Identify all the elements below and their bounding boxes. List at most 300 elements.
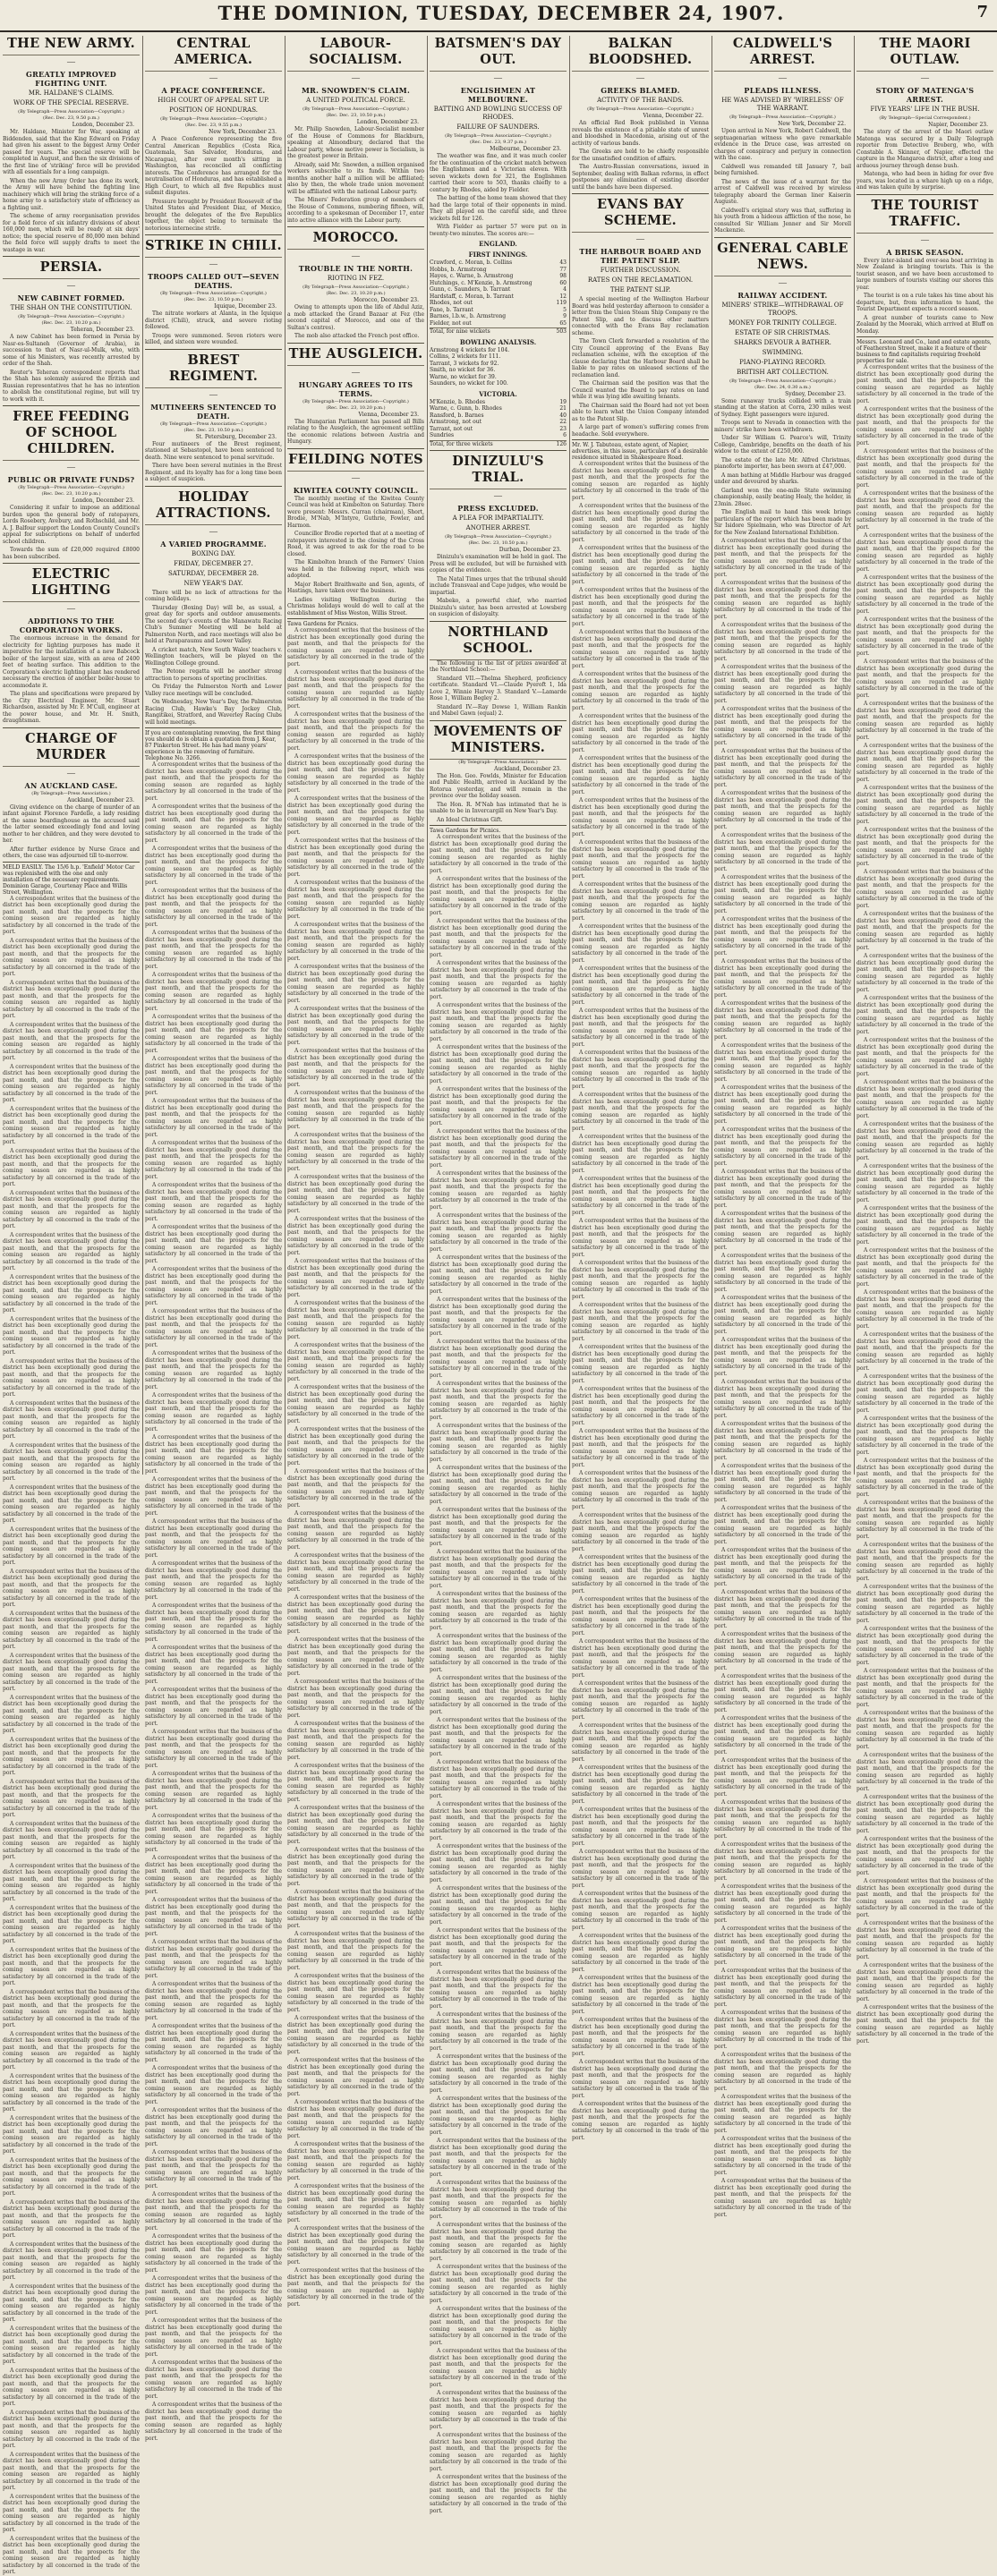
body-text-filler: A correspondent writes that the business of the district has been exceptionally good during the past month, and that the prospects for the coming season are regarded as highly satisfactory by all concerned in the trade of the port.: [430, 1843, 567, 1883]
body-text-filler: A correspondent writes that the business of the district has been exceptionally good during the past month, and that the prospects for the coming season are regarded as highly satisfactory by all concerned in the trade of the port.: [714, 1211, 851, 1251]
article-subhead: STORY OF MATENGA'S ARREST.: [875, 86, 975, 104]
batsman-name: Warne, c. Gunn, b. Rhodes: [430, 405, 502, 412]
batsman-runs: 119: [556, 300, 567, 306]
body-text-filler: A correspondent writes that the business of the district has been exceptionally good during the past month, and that the prospects for the coming season are regarded as highly satisfactory by all concerned in the trade of the port.: [430, 1507, 567, 1547]
article-paragraph: Caldwell's original story was that, suffering in his youth from a hideous affliction of the nose, he consulted Sir William Jenner and Sir Morell Mackenzie.: [714, 207, 851, 234]
batsman-runs: 77: [559, 266, 567, 273]
body-text-filler: A correspondent writes that the business of the district has been exceptionally good during the past month, and that the prospects for the coming season are regarded as highly satisfactory by all concerned in the trade of the port.: [3, 1484, 140, 1524]
article-place: Sydney, December 23.: [785, 390, 846, 397]
body-text-filler: A correspondent writes that the business of the district has been exceptionally good during the past month, and that the prospects for the coming season are regarded as highly satisfactory by all concerned in the trade of the port.: [287, 964, 424, 1004]
article-subhead: MONEY FOR TRINITY COLLEGE.: [729, 319, 837, 327]
body-text-filler: A correspondent writes that the business of the district has been exceptionally good during the past month, and that the prospects for the coming season are regarded as highly satisfactory by all concerned in the trade of the port.: [572, 755, 709, 795]
body-text-filler: A correspondent writes that the business of the district has been exceptionally good during the past month, and that the prospects for the coming season are regarded as highly satisfactory by all concerned in the trade of the port.: [430, 1254, 567, 1295]
body-text-filler: A correspondent writes that the business of the district has been exceptionally good during the past month, and that the prospects for the coming season are regarded as highly satisfactory by all concerned in the trade of the port.: [856, 1163, 993, 1203]
article-headline: MOROCCO.: [287, 230, 424, 250]
scorecard-row: [430, 267, 567, 274]
bowling-line: Saunders, no wicket for 100.: [430, 380, 508, 387]
news-column: [0, 36, 142, 2575]
article-divider: [287, 448, 424, 449]
body-text-filler: A correspondent writes that the business of the district has been exceptionally good during the past month, and that the prospects for the coming season are regarded as highly satisfactory by all concerned in the trade of the port.: [856, 574, 993, 615]
article-subhead: MR. HALDANE'S CLAIMS.: [28, 89, 115, 97]
body-text-filler: A correspondent writes that the business of the district has been exceptionally good during the past month, and that the prospects for the coming season are regarded as highly satisfactory by all concerned in the trade of the port.: [714, 748, 851, 788]
article: [3, 405, 140, 560]
article-subhead: RAILWAY ACCIDENT.: [737, 290, 828, 300]
article-dateline: (Rec. Dec. 23, 10.20 p.m.): [41, 320, 101, 326]
article-subhead: ESTATE OF SIR CHRISTMAS.: [735, 328, 831, 336]
body-text-filler: A correspondent writes that the business of the district has been exceptionally good during the past month, and that the prospects for the coming season are regarded as highly satisfactory by all concerned in the trade of the port.: [572, 1722, 709, 1763]
body-text-filler: A correspondent writes that the business of the district has been exceptionally good during the past month, and that the prospects for the coming season are regarded as highly satisfactory by all concerned in the trade of the port.: [714, 1757, 851, 1798]
article-subhead: THE SHAH ON THE CONSTITUTION.: [10, 304, 132, 311]
article-paragraph: With Fielder as partner 57 were put on in twenty-two minutes. The scores are:—: [430, 224, 567, 237]
body-text-filler: A correspondent writes that the business of the district has been exceptionally good during the past month, and that the prospects for the coming season are regarded as highly satisfactory by all concerned in the trade of the port.: [430, 1591, 567, 1631]
batsman-name: Armstrong, not out: [430, 419, 482, 425]
scorecard-row: [430, 286, 567, 293]
body-text-filler: A correspondent writes that the business of the district has been exceptionally good during the past month, and that the prospects for the coming season are regarded as highly satisfactory by all concerned in the trade of the port.: [430, 1759, 567, 1799]
body-text-filler: A correspondent writes that the business of the district has been exceptionally good during the past month, and that the prospects for the coming season are regarded as highly satisfactory by all concerned in the trade of the port.: [287, 1006, 424, 1046]
body-text-filler: A correspondent writes that the business of the district has been exceptionally good during the past month, and that the prospects for the coming season are regarded as highly satisfactory by all concerned in the trade of the port.: [856, 1752, 993, 1792]
body-text-filler: A correspondent writes that the business of the district has been exceptionally good during the past month, and that the prospects for the coming season are regarded as highly satisfactory by all concerned in the trade of the port.: [572, 1050, 709, 1090]
body-text-filler: A correspondent writes that the business of the district has been exceptionally good during the past month, and that the prospects for the coming season are regarded as highly satisfactory by all concerned in the trade of the port.: [287, 1258, 424, 1298]
body-text-filler: A correspondent writes that the business of the district has been exceptionally good during the past month, and that the prospects for the coming season are regarded as highly satisfactory by all concerned in the trade of the port.: [287, 1426, 424, 1467]
batsman-runs: 40: [559, 412, 567, 419]
body-text-filler: A correspondent writes that the business of the district has been exceptionally good during the past month, and that the prospects for the coming season are regarded as highly satisfactory by all concerned in the trade of the port.: [430, 876, 567, 916]
article: [287, 448, 424, 617]
article-divider: [287, 343, 424, 344]
article-paragraph: Already, said Mr. Snowden, a million organised workers subscribe to its funds. Within two months another half a million will be affiliated; also by then, the whole trade union movement will be affiliated with the national Labour party.: [287, 161, 424, 195]
body-text-filler: A correspondent writes that the business of the district has been exceptionally good during the past month, and that the prospects for the coming season are regarded as highly satisfactory by all concerned in the trade of the port.: [430, 1423, 567, 1463]
body-text-filler: A correspondent writes that the business of the district has been exceptionally good during the past month, and that the prospects for the coming season are regarded as highly satisfactory by all concerned in the trade of the port.: [714, 706, 851, 746]
article-byline: (By Telegraph—Press Association—Copyright.): [729, 378, 836, 384]
article-dateline: (Rec. Dec. 23, 10.50 p.m.): [326, 113, 386, 118]
body-text-filler: A correspondent writes that the business of the district has been exceptionally good during the past month, and that the prospects for the coming season are regarded as highly satisfactory by all concerned in the trade of the port.: [572, 1764, 709, 1805]
body-text-filler: A correspondent writes that the business of the district has been exceptionally good during the past month, and that the prospects for the coming season are regarded as highly satisfactory by all concerned in the trade of the port.: [430, 1717, 567, 1757]
article-paragraph: The nitrate workers at Alanta, in the Iquique district (Chili), struck, and severe rioting followed.: [145, 310, 282, 330]
scorecard-row: [430, 259, 567, 267]
body-text-filler: A correspondent writes that the business of the district has been exceptionally good during the past month, and that the prospects for the coming season are regarded as highly satisfactory by all concerned in the trade of the port.: [856, 869, 993, 909]
article-place: Vienna, December 22.: [643, 113, 703, 119]
body-text-filler: A correspondent writes that the business of the district has been exceptionally good during the past month, and that the prospects for the coming season are regarded as highly satisfactory by all concerned in the trade of the port.: [856, 1626, 993, 1666]
article-divider: [430, 621, 567, 622]
body-text-filler: A correspondent writes that the business of the district has been exceptionally good during the past month, and that the prospects for the coming season are regarded as highly satisfactory by all concerned in the trade of the port.: [287, 1679, 424, 1719]
batsman-name: Crawford, c. Moran, b. Collins: [430, 259, 513, 266]
body-text-filler: A correspondent writes that the business of the district has been exceptionally good during the past month, and that the prospects for the coming season are regarded as highly satisfactory by all concerned in the trade of the port.: [572, 1638, 709, 1679]
body-text-filler: A correspondent writes that the business of the district has been exceptionally good during the past month, and that the prospects for the coming season are regarded as highly satisfactory by all concerned in the trade of the port.: [430, 1170, 567, 1211]
body-text-filler: A correspondent writes that the business of the district has been exceptionally good during the past month, and that the prospects for the coming season are regarded as highly satisfactory by all concerned in the trade of the port.: [145, 2233, 282, 2274]
page-title: THE DOMINION, TUESDAY, DECEMBER 24, 1907.: [217, 2, 785, 24]
body-text-filler: A correspondent writes that the business of the district has been exceptionally good during the past month, and that the prospects for the coming season are regarded as highly satisfactory by all concerned in the trade of the port.: [714, 1042, 851, 1083]
masthead: [0, 0, 997, 32]
body-text-filler: A correspondent writes that the business of the district has been exceptionally good during the past month, and that the prospects for the coming season are regarded as highly satisfactory by all concerned in the trade of the port.: [145, 1729, 282, 1769]
article-paragraph: The following is the list of prizes awarded at the Northland School:—: [430, 659, 567, 673]
article-subhead: HE WAS ADVISED BY 'WIRELESS' OF THE WARRANT.: [721, 97, 844, 112]
scorecard-row: [430, 320, 567, 327]
article-byline: (By Telegraph—Special Correspondent.): [879, 115, 971, 121]
body-text-filler: A correspondent writes that the business of the district has been exceptionally good during the past month, and that the prospects for the coming season are regarded as highly satisfactory by all concerned in the trade of the port.: [145, 1056, 282, 1096]
article-divider: [3, 256, 140, 257]
body-text-filler: A correspondent writes that the business of the district has been exceptionally good during the past month, and that the prospects for the coming season are regarded as highly satisfactory by all concerned in the trade of the port.: [714, 622, 851, 662]
article-paragraph: The tourist is on a rule takes his time about his departure, but, from information to hand, the Tourist Department expects a record season.: [856, 293, 993, 312]
article: [145, 234, 282, 346]
ornament-divider: —: [209, 259, 217, 268]
article-subhead: SHARKS DEVOUR A BATHER.: [734, 338, 831, 346]
article-paragraph: There will be no lack of attractions for the coming holidays.: [145, 589, 282, 602]
body-text-filler: A correspondent writes that the business of the district has been exceptionally good during the past month, and that the prospects for the coming season are regarded as highly satisfactory by all concerned in the trade of the port.: [430, 2138, 567, 2178]
body-text-filler: A correspondent writes that the business of the district has been exceptionally good during the past month, and that the prospects for the coming season are regarded as highly satisfactory by all concerned in the trade of the port.: [856, 1373, 993, 1414]
body-text-filler: A correspondent writes that the business of the district has been exceptionally good during the past month, and that the prospects for the coming season are regarded as highly satisfactory by all concerned in the trade of the port.: [856, 1878, 993, 1918]
body-text-filler: A correspondent writes that the business of the district has been exceptionally good during the past month, and that the prospects for the coming season are regarded as highly satisfactory by all concerned in the trade of the port.: [3, 1904, 140, 1944]
batsman-name: Ransford, b. Barnes: [430, 412, 484, 419]
scorecard-row: [430, 307, 567, 314]
body-text-filler: A correspondent writes that the business of the district has been exceptionally good during the past month, and that the prospects for the coming season are regarded as highly satisfactory by all concerned in the trade of the port.: [572, 671, 709, 711]
article-subhead: POSITION OF HONDURAS.: [169, 106, 258, 114]
article-byline: (By Telegraph—Press Association—Copyright.): [18, 314, 124, 319]
body-text-filler: A correspondent writes that the business of the district has been exceptionally good during the past month, and that the prospects for the coming season are regarded as highly satisfactory by all concerned in the trade of the port.: [145, 2149, 282, 2189]
body-text-filler: A correspondent writes that the business of the district has been exceptionally good during the past month, and that the prospects for the coming season are regarded as highly satisfactory by all concerned in the trade of the port.: [714, 2178, 851, 2218]
body-text-filler: A correspondent writes that the business of the district has been exceptionally good during the past month, and that the prospects for the coming season are regarded as highly satisfactory by all concerned in the trade of the port.: [145, 846, 282, 886]
article-headline: CHARGE OF MURDER: [3, 731, 140, 767]
body-text-filler: A correspondent writes that the business of the district has been exceptionally good during the past month, and that the prospects for the coming season are regarded as highly satisfactory by all concerned in the trade of the port.: [145, 1434, 282, 1475]
body-text-filler: A correspondent writes that the business of the district has been exceptionally good during the past month, and that the prospects for the coming season are regarded as highly satisfactory by all concerned in the trade of the port.: [572, 1260, 709, 1300]
column-rule: [569, 36, 570, 1475]
article-headline: BREST REGIMENT.: [145, 353, 282, 388]
body-text-filler: A correspondent writes that the business of the district has been exceptionally good during the past month, and that the prospects for the coming season are regarded as highly satisfactory by all concerned in the trade of the port.: [287, 2141, 424, 2181]
article-divider: [430, 720, 567, 721]
article-paragraph: The estate of the late Mr. Alfred Christmas, pianoforte importer, has been sworn at £47,000.: [714, 456, 851, 470]
ornament-divider: —: [352, 251, 360, 260]
body-text-filler: A correspondent writes that the business of the district has been exceptionally good during the past month, and that the prospects for the coming season are regarded as highly satisfactory by all concerned in the trade of the port.: [430, 1086, 567, 1126]
body-text-filler: A correspondent writes that the business of the district has been exceptionally good during the past month, and that the prospects for the coming season are regarded as highly satisfactory by all concerned in the trade of the port.: [145, 1140, 282, 1180]
article-divider: [856, 194, 993, 195]
body-text-filler: A correspondent writes that the business of the district has been exceptionally good during the past month, and that the prospects for the coming season are regarded as highly satisfactory by all concerned in the trade of the port.: [430, 2222, 567, 2262]
article-paragraph: A special meeting of the Wellington Harbour Board was held yesterday afternoon to consider a letter from the Union Steam Ship Company re the Patent Slip, and to discuss other matters connected with the Evans Bay reclamation scheme.: [572, 296, 709, 336]
article-place: London, December 23.: [72, 122, 134, 128]
body-text-filler: A correspondent writes that the business of the district has been exceptionally good during the past month, and that the prospects for the coming season are regarded as highly satisfactory by all concerned in the trade of the port.: [287, 2057, 424, 2097]
body-text-filler: A correspondent writes that the business of the district has been exceptionally good during the past month, and that the prospects for the coming season are regarded as highly satisfactory by all concerned in the trade of the port.: [3, 1946, 140, 1986]
article-paragraph: The scheme of army reorganisation provides for a field force of six infantry divisions of about 160,000 men, which will be ready at six days' notice; the special reserve of 80,000 men behind the field force will supply drafts to meet the wastage in war.: [3, 213, 140, 253]
body-text-filler: A correspondent writes that the business of the district has been exceptionally good during the past month, and that the prospects for the coming season are regarded as highly satisfactory by all concerned in the trade of the port.: [856, 659, 993, 699]
ornament-divider: —: [921, 234, 929, 244]
body-text-filler: A correspondent writes that the business of the district has been exceptionally good during the past month, and that the prospects for the coming season are regarded as highly satisfactory by all concerned in the trade of the port.: [3, 1147, 140, 1187]
body-text-filler: A correspondent writes that the business of the district has been exceptionally good during the past month, and that the prospects for the coming season are regarded as highly satisfactory by all concerned in the trade of the port.: [145, 2107, 282, 2147]
article-subhead: NEW YEAR'S DAY.: [183, 579, 243, 587]
body-text-filler: A correspondent writes that the business of the district has been exceptionally good during the past month, and that the prospects for the coming season are regarded as highly satisfactory by all concerned in the trade of the port.: [572, 1933, 709, 1973]
article-paragraph: A Peace Conference representing the five Central American Republics (Costa Rica, Guatemala, San Salvador, Honduras, and Nicaragua), after over month's sitting in Washington, has reconciled all conflicting interests. The Conference has arranged for the neutralisation of Honduras, and has established a High Court, to which all five Republics must submit disputes.: [145, 136, 282, 196]
batsman-runs: 12: [559, 293, 567, 300]
body-text-filler: A correspondent writes that the business of the district has been exceptionally good during the past month, and that the prospects for the coming season are regarded as highly satisfactory by all concerned in the trade of the port.: [856, 1079, 993, 1119]
article-subhead: A BRISK SEASON.: [886, 247, 964, 257]
body-text-filler: A correspondent writes that the business of the district has been exceptionally good during the past month, and that the prospects for the coming season are regarded as highly satisfactory by all concerned in the trade of the port.: [287, 1931, 424, 1971]
article-subhead: PUBLIC OR PRIVATE FUNDS?: [7, 475, 135, 484]
ornament-divider: —: [494, 73, 502, 82]
article-paragraph: The Hon. Geo. Fowlds, Minister for Education and Public Health, arrived in Auckland by the Rotorua yesterday, and will remain in the province over the holiday season.: [430, 772, 567, 799]
body-text-filler: A correspondent writes that the business of the district has been exceptionally good during the past month, and that the prospects for the coming season are regarded as highly satisfactory by all concerned in the trade of the port.: [145, 1014, 282, 1054]
body-text-filler: A correspondent writes that the business of the district has been exceptionally good during the past month, and that the prospects for the coming season are regarded as highly satisfactory by all concerned in the trade of the port.: [572, 1554, 709, 1594]
article: [856, 194, 993, 336]
article-place: St. Petersburg, December 23.: [195, 433, 277, 440]
body-text-filler: A correspondent writes that the business of the district has been exceptionally good during the past month, and that the prospects for the coming season are regarded as highly satisfactory by all concerned in the trade of the port.: [430, 2348, 567, 2388]
body-text-filler: A correspondent writes that the business of the district has been exceptionally good during the past month, and that the prospects for the coming season are regarded as highly satisfactory by all concerned in the trade of the port.: [856, 1458, 993, 1498]
body-text-filler: A correspondent writes that the business of the district has been exceptionally good during the past month, and that the prospects for the coming season are regarded as highly satisfactory by all concerned in the trade of the port.: [856, 1584, 993, 1624]
body-text-filler: A correspondent writes that the business of the district has been exceptionally good during the past month, and that the prospects for the coming season are regarded as highly satisfactory by all concerned in the trade of the port.: [3, 2535, 140, 2575]
body-text-filler: A correspondent writes that the business of the district has been exceptionally good during the past month, and that the prospects for the coming season are regarded as highly satisfactory by all concerned in the trade of the port.: [3, 937, 140, 977]
body-text-filler: A correspondent writes that the business of the district has been exceptionally good during the past month, and that the prospects for the coming season are regarded as highly satisfactory by all concerned in the trade of the port.: [714, 1379, 851, 1419]
article-headline: STRIKE IN CHILI.: [145, 238, 282, 258]
body-text-filler: A correspondent writes that the business of the district has been exceptionally good during the past month, and that the prospects for the coming season are regarded as highly satisfactory by all concerned in the trade of the port.: [856, 1500, 993, 1540]
scorecard-row: [430, 419, 567, 426]
ornament-divider: —: [209, 389, 217, 399]
body-text-filler: A correspondent writes that the business of the district has been exceptionally good during the past month, and that the prospects for the coming season are regarded as highly satisfactory by all concerned in the trade of the port.: [145, 1645, 282, 1685]
body-text-filler: A correspondent writes that the business of the district has been exceptionally good during the past month, and that the prospects for the coming season are regarded as highly satisfactory by all concerned in the trade of the port.: [287, 1468, 424, 1509]
article-subhead: WORK OF THE SPECIAL RESERVE.: [13, 99, 129, 106]
article-subhead: A PEACE CONFERENCE.: [161, 86, 266, 95]
article-paragraph: When the new Army Order has done its work, the Army will have behind the fighting line machinery which will bring the striking force of a home army to a satisfactory state of efficiency as a fighting unit.: [3, 177, 140, 211]
scorecard-row: [430, 293, 567, 301]
body-text-filler: A correspondent writes that the business of the district has been exceptionally good during the past month, and that the prospects for the coming season are regarded as highly satisfactory by all concerned in the trade of the port.: [714, 1126, 851, 1167]
body-text-filler: A correspondent writes that the business of the district has been exceptionally good during the past month, and that the prospects for the coming season are regarded as highly satisfactory by all concerned in the trade of the port.: [572, 2017, 709, 2057]
ornament-divider: —: [67, 281, 75, 290]
article-paragraph: The Greeks are held to be chiefly responsible for the unsatisfied condition of affairs.: [572, 149, 709, 162]
body-text-filler: A correspondent writes that the business of the district has been exceptionally good during the past month, and that the prospects for the coming season are regarded as highly satisfactory by all concerned in the trade of the port.: [572, 1596, 709, 1637]
body-text-filler: A correspondent writes that the business of the district has been exceptionally good during the past month, and that the prospects for the coming season are regarded as highly satisfactory by all concerned in the trade of the port.: [572, 2101, 709, 2141]
body-text-filler: A correspondent writes that the business of the district has been exceptionally good during the past month, and that the prospects for the coming season are regarded as highly satisfactory by all concerned in the trade of the port.: [145, 1392, 282, 1433]
body-text-filler: A correspondent writes that the business of the district has been exceptionally good during the past month, and that the prospects for the coming season are regarded as highly satisfactory by all concerned in the trade of the port.: [572, 1218, 709, 1258]
body-text-filler: A correspondent writes that the business of the district has been exceptionally good during the past month, and that the prospects for the coming season are regarded as highly satisfactory by all concerned in the trade of the port.: [714, 2094, 851, 2134]
body-text-filler: A correspondent writes that the business of the district has been exceptionally good during the past month, and that the prospects for the coming season are regarded as highly satisfactory by all concerned in the trade of the port.: [3, 2030, 140, 2070]
article-headline: NORTHLAND SCHOOL.: [430, 625, 567, 660]
body-text-filler: A correspondent writes that the business of the district has been exceptionally good during the past month, and that the prospects for the coming season are regarded as highly satisfactory by all concerned in the trade of the port.: [3, 2156, 140, 2197]
body-text-filler: A correspondent writes that the business of the district has been exceptionally good during the past month, and that the prospects for the coming season are regarded as highly satisfactory by all concerned in the trade of the port.: [3, 2114, 140, 2155]
article-paragraph: Under Sir William G. Pearce's will, Trinity College, Cambridge, benefits on the death of his widow to the extent of £250,000.: [714, 435, 851, 455]
article-paragraph: On Friday the Palmerston North and Lower Valley race meetings will be concluded.: [145, 684, 282, 697]
body-text-filler: A correspondent writes that the business of the district has been exceptionally good during the past month, and that the prospects for the coming season are regarded as highly satisfactory by all concerned in the trade of the port.: [714, 580, 851, 620]
article-paragraph: The batting of the home team showed that they had the large total of their opponents in mind. They all played on the careful side, and three wickets fell for 126.: [430, 195, 567, 222]
body-text-filler: A correspondent writes that the business of the district has been exceptionally good during the past month, and that the prospects for the coming season are regarded as highly satisfactory by all concerned in the trade of the port.: [287, 837, 424, 878]
ornament-divider: —: [494, 491, 502, 500]
body-text-filler: A correspondent writes that the business of the district has been exceptionally good during the past month, and that the prospects for the coming season are regarded as highly satisfactory by all concerned in the trade of the port.: [3, 1021, 140, 1061]
article-subhead: GREEKS BLAMED.: [601, 86, 680, 95]
article: [287, 36, 424, 224]
body-text-filler: A correspondent writes that the business of the district has been exceptionally good during the past month, and that the prospects for the coming season are regarded as highly satisfactory by all concerned in the trade of the port.: [287, 753, 424, 794]
body-text-filler: A correspondent writes that the business of the district has been exceptionally good during the past month, and that the prospects for the coming season are regarded as highly satisfactory by all concerned in the trade of the port.: [572, 1849, 709, 1889]
news-column: [427, 36, 569, 2514]
body-text-filler: A correspondent writes that the business of the district has been exceptionally good during the past month, and that the prospects for the coming season are regarded as highly satisfactory by all concerned in the trade of the port.: [287, 2183, 424, 2223]
body-text-filler: A correspondent writes that the business of the district has been exceptionally good during the past month, and that the prospects for the coming season are regarded as highly satisfactory by all concerned in the trade of the port.: [714, 2136, 851, 2176]
body-text-filler: A correspondent writes that the business of the district has been exceptionally good during the past month, and that the prospects for the coming season are regarded as highly satisfactory by all concerned in the trade of the port.: [287, 2015, 424, 2055]
advertisement: Mr. W. J. Tabuteau, estate agent, of Napier, advertises, in this issue, particulars of a desirable residence situated in Shakespeare Road.: [572, 439, 709, 461]
body-text-filler: A correspondent writes that the business of the district has been exceptionally good during the past month, and that the prospects for the coming season are regarded as highly satisfactory by all concerned in the trade of the port.: [145, 1308, 282, 1348]
article-subhead: TROOPS CALLED OUT—SEVEN DEATHS.: [147, 272, 280, 290]
body-text-filler: A correspondent writes that the business of the district has been exceptionally good during the past month, and that the prospects for the coming season are regarded as highly satisfactory by all concerned in the trade of the port.: [714, 1589, 851, 1629]
article-paragraph: Major Robert Braithwaite and Son, agents, of Hastings, have taken over the business.: [287, 581, 424, 594]
body-text-filler: A correspondent writes that the business of the district has been exceptionally good during the past month, and that the prospects for the coming season are regarded as highly satisfactory by all concerned in the trade of the port.: [572, 2059, 709, 2099]
body-text-filler: A correspondent writes that the business of the district has been exceptionally good during the past month, and that the prospects for the coming season are regarded as highly satisfactory by all concerned in the trade of the port.: [856, 911, 993, 951]
article-divider: [3, 727, 140, 728]
body-text-filler: A correspondent writes that the business of the district has been exceptionally good during the past month, and that the prospects for the coming season are regarded as highly satisfactory by all concerned in the trade of the port.: [287, 1721, 424, 1761]
body-text-filler: A correspondent writes that the business of the district has been exceptionally good during the past month, and that the prospects for the coming season are regarded as highly satisfactory by all concerned in the trade of the port.: [145, 1518, 282, 1559]
body-text-filler: A correspondent writes that the business of the district has been exceptionally good during the past month, and that the prospects for the coming season are regarded as highly satisfactory by all concerned in the trade of the port.: [3, 2451, 140, 2491]
article-paragraph: Reuter's Teheran correspondent reports that the Shah has solemnly assured the British and Russian representatives that he has no intention to abolish the constitutional regime, but will try to work with it.: [3, 369, 140, 403]
article-byline: (By Telegraph—Press Association—Copyright.): [18, 485, 124, 490]
body-text-filler: A correspondent writes that the business of the district has been exceptionally good during the past month, and that the prospects for the coming season are regarded as highly satisfactory by all concerned in the trade of the port.: [572, 1007, 709, 1048]
article-headline: FEILDING NOTES: [287, 452, 424, 472]
article-paragraph: Garland won the one-mile State swimming championship, easily beating Healy, the holder, in 23min. 28sec.: [714, 487, 851, 507]
article-divider: [430, 450, 567, 451]
ornament-divider: —: [67, 604, 75, 613]
batsman-runs: 5: [563, 306, 567, 313]
scorecard-team: ENGLAND.: [479, 240, 517, 248]
article-subhead: ENGLISHMEN AT MELBOURNE.: [460, 86, 536, 104]
article-paragraph: Standard VII.—Thelma Shepherd, proficiency certificate. Standard VI.—Claude Pyeroft 1, Ida Love 2, Winnie Harvey 3. Standard V.—Lamarde Rose 1, William Begley 2.: [430, 675, 567, 701]
body-text-filler: A correspondent writes that the business of the district has been exceptionally good during the past month, and that the prospects for the coming season are regarded as highly satisfactory by all concerned in the trade of the port.: [287, 1973, 424, 2013]
article: [287, 343, 424, 446]
column-rule: [427, 36, 428, 1475]
body-text-filler: A correspondent writes that the business of the district has been exceptionally good during the past month, and that the prospects for the coming season are regarded as highly satisfactory by all concerned in the trade of the port.: [3, 1862, 140, 1902]
article-place: Auckland, December 23.: [67, 796, 134, 803]
article-paragraph: A cricket match, New South Wales' teachers v. Wellington teachers, will be played on the Wellington College ground.: [145, 646, 282, 667]
body-text-filler: A correspondent writes that the business of the district has been exceptionally good during the past month, and that the prospects for the coming season are regarded as highly satisfactory by all concerned in the trade of the port.: [430, 1927, 567, 1968]
advertisement: Tawa Gardens for Picnics.: [287, 618, 424, 627]
body-text-filler: A correspondent writes that the business of the district has been exceptionally good during the past month, and that the prospects for the coming season are regarded as highly satisfactory by all concerned in the trade of the port.: [714, 916, 851, 956]
body-text-filler: A correspondent writes that the business of the district has been exceptionally good during the past month, and that the prospects for the coming season are regarded as highly satisfactory by all concerned in the trade of the port.: [430, 1381, 567, 1421]
body-text-filler: A correspondent writes that the business of the district has been exceptionally good during the past month, and that the prospects for the coming season are regarded as highly satisfactory by all concerned in the trade of the port.: [430, 1801, 567, 1841]
body-text-filler: A correspondent writes that the business of the district has been exceptionally good during the past month, and that the prospects for the coming season are regarded as highly satisfactory by all concerned in the trade of the port.: [714, 1000, 851, 1041]
scorecard-row: [430, 405, 567, 412]
batsman-name: Gunn, c. Saunders, b. Tarrant: [430, 286, 511, 293]
article-headline: CALDWELL'S ARREST.: [714, 36, 851, 72]
article-paragraph: Giving evidence on the charge of murder of an infant against Florence Fardelle, a lady residing at the same boardinghouse as the accused said the latter seemed exceedingly fond and loving mother to her children, and they were devoted to her.: [3, 803, 140, 844]
body-text-filler: A correspondent writes that the business of the district has been exceptionally good during the past month, and that the prospects for the coming season are regarded as highly satisfactory by all concerned in the trade of the port.: [145, 1224, 282, 1264]
news-column: [712, 36, 854, 2218]
body-text-filler: A correspondent writes that the business of the district has been exceptionally good during the past month, and that the prospects for the coming season are regarded as highly satisfactory by all concerned in the trade of the port.: [3, 895, 140, 935]
body-text-filler: A correspondent writes that the business of the district has been exceptionally good during the past month, and that the prospects for the coming season are regarded as highly satisfactory by all concerned in the trade of the port.: [3, 1231, 140, 1271]
article-divider: [3, 563, 140, 564]
article-paragraph: After further evidence by Nurse Grace and others, the case was adjourned till to-morrow.: [3, 846, 140, 859]
article-subhead: THE PATENT SLIP.: [609, 286, 671, 293]
article: [3, 256, 140, 403]
article-subhead: FAILURE OF SAUNDERS.: [456, 123, 540, 131]
body-text-filler: A correspondent writes that the business of the district has been exceptionally good during the past month, and that the prospects for the coming season are regarded as highly satisfactory by all concerned in the trade of the port.: [572, 1470, 709, 1510]
batsman-name: Hardstaff, c. Moran, b. Tarrant: [430, 293, 514, 300]
body-text-filler: A correspondent writes that the business of the district has been exceptionally good during the past month, and that the prospects for the coming season are regarded as highly satisfactory by all concerned in the trade of the port.: [287, 1300, 424, 1340]
article-paragraph: A new Cabinet has been formed in Persia by Nasr-es-Sultaneh (Governor of Arabia), in succession to that of Nasr-ul-Mulk, who, with some of his Ministers, was recently arrested by order of the Shah.: [3, 334, 140, 367]
bowling-line: Warne, no wicket for 39.: [430, 373, 497, 380]
article-divider: [145, 349, 282, 350]
article-paragraph: Pressure brought by President Roosevelt of the United States and President Diaz, of Mexico, brought the delegates of the five Republics together, the object being to terminate the notorious internecine strife.: [145, 198, 282, 232]
article-dateline: (Rec. Dec. 23, 10.20 p.m.): [41, 491, 101, 497]
batsman-runs: 4: [563, 286, 567, 293]
total-value: 126: [556, 440, 567, 447]
scorecard-row: [430, 300, 567, 307]
body-text-filler: A correspondent writes that the business of the district has been exceptionally good during the past month, and that the prospects for the coming season are regarded as highly satisfactory by all concerned in the trade of the port.: [856, 1416, 993, 1456]
body-text-filler: A correspondent writes that the business of the district has been exceptionally good during the past month, and that the prospects for the coming season are regarded as highly satisfactory by all concerned in the trade of the port.: [3, 1441, 140, 1482]
article-dateline: (Rec. Dec. 23, 9.50 p.m.): [43, 115, 99, 121]
article-paragraph: Owing to attempts upon the life of Abdul Aziz, a mob attacked the Grand Bazaar at Fez (the second capital of Morocco, and one of the Sultan's centres).: [287, 304, 424, 331]
body-text-filler: A correspondent writes that the business of the district has been exceptionally good during the past month, and that the prospects for the coming season are regarded as highly satisfactory by all concerned in the trade of the port.: [287, 1805, 424, 1845]
body-text-filler: A correspondent writes that the business of the district has been exceptionally good during the past month, and that the prospects for the coming season are regarded as highly satisfactory by all concerned in the trade of the port.: [572, 1512, 709, 1552]
body-text-filler: A correspondent writes that the business of the district has been exceptionally good during the past month, and that the prospects for the coming season are regarded as highly satisfactory by all concerned in the trade of the port.: [714, 1799, 851, 1840]
ornament-divider: —: [352, 73, 360, 82]
body-text-filler: A correspondent writes that the business of the district has been exceptionally good during the past month, and that the prospects for the coming season are regarded as highly satisfactory by all concerned in the trade of the port.: [856, 785, 993, 825]
article-dateline: (Rec. Dec. 23, 10.20 p.m.): [326, 291, 386, 296]
body-text-filler: A correspondent writes that the business of the district has been exceptionally good during the past month, and that the prospects for the coming season are regarded as highly satisfactory by all concerned in the trade of the port.: [430, 2432, 567, 2472]
body-text-filler: A correspondent writes that the business of the district has been exceptionally good during the past month, and that the prospects for the coming season are regarded as highly satisfactory by all concerned in the trade of the port.: [430, 2264, 567, 2304]
body-text-filler: A correspondent writes that the business of the district has been exceptionally good during the past month, and that the prospects for the coming season are regarded as highly satisfactory by all concerned in the trade of the port.: [145, 1771, 282, 1811]
article-subhead: A VARIED PROGRAMME.: [160, 539, 267, 548]
article-byline: (By Telegraph—Press Association—Copyright.): [303, 106, 409, 112]
scorecard-row: [430, 273, 567, 280]
ornament-divider: —: [779, 73, 787, 82]
article-subhead: KIWITEA COUNTY COUNCIL.: [293, 485, 419, 495]
article-subhead: MINERS' STRIKE—WITHDRAWAL OF TROOPS.: [721, 301, 844, 317]
batsman-runs: 6: [563, 432, 567, 438]
article-subhead: PIANO-PLAYING RECORD.: [739, 358, 826, 366]
article-paragraph: The mob also attacked the French post office.: [294, 333, 420, 339]
article-paragraph: Mr. Philip Snowden, Labour-Socialist member of the House of Commons for Blackburn, speaking at Almondbury, declared that the Labour party, whose motive power is Socialism, is the greatest power in Britain.: [287, 126, 424, 159]
article-paragraph: Mr. Haldane, Minister for War, speaking at Biddenden, said that the King Edward on Friday had given his assent to the biggest Army Order passed for years. The special reserve will be completed in August, and then the six divisions of the first line of 'striking' force will be provided with all essentials for a long campaign.: [3, 129, 140, 175]
body-text-filler: A correspondent writes that the business of the district has been exceptionally good during the past month, and that the prospects for the coming season are regarded as highly satisfactory by all concerned in the trade of the port.: [145, 1981, 282, 2021]
ornament-divider: —: [209, 526, 217, 536]
body-text-filler: A correspondent writes that the business of the district has been exceptionally good during the past month, and that the prospects for the coming season are regarded as highly satisfactory by all concerned in the trade of the port.: [3, 1988, 140, 2028]
body-text-filler: A correspondent writes that the business of the district has been exceptionally good during the past month, and that the prospects for the coming season are regarded as highly satisfactory by all concerned in the trade of the port.: [714, 1169, 851, 1209]
batsman-name: Hobbs, b. Armstrong: [430, 266, 487, 273]
article-subhead: NEW CABINET FORMED.: [17, 293, 125, 302]
article-byline: (By Telegraph—Press Association—Copyright.): [160, 291, 267, 296]
article-byline: (By Telegraph—Press Association—Copyright.): [18, 109, 124, 115]
news-column: [569, 36, 712, 2141]
batsman-name: Rhodes, not out: [430, 300, 473, 306]
body-text-filler: A correspondent writes that the business of the district has been exceptionally good during the past month, and that the prospects for the coming season are regarded as highly satisfactory by all concerned in the trade of the port.: [287, 1216, 424, 1256]
column-rule: [854, 36, 855, 1475]
batsman-name: Sundries: [430, 432, 455, 438]
article-paragraph: Towards the sum of £20,000 required £8000 has been subscribed.: [3, 547, 140, 560]
article-subhead: ADDITIONS TO THE CORPORATION WORKS.: [19, 616, 124, 634]
article-headline: GENERAL CABLE NEWS.: [714, 241, 851, 276]
article-headline: THE AUSGLEICH.: [287, 346, 424, 366]
body-text-filler: A correspondent writes that the business of the district has been exceptionally good during the past month, and that the prospects for the coming season are regarded as highly satisfactory by all concerned in the trade of the port.: [856, 616, 993, 657]
body-text-filler: A correspondent writes that the business of the district has been exceptionally good during the past month, and that the prospects for the coming season are regarded as highly satisfactory by all concerned in the trade of the port.: [430, 2390, 567, 2430]
body-text-filler: A correspondent writes that the business of the district has been exceptionally good during the past month, and that the prospects for the coming season are regarded as highly satisfactory by all concerned in the trade of the port.: [714, 1463, 851, 1503]
body-text-filler: A correspondent writes that the business of the district has been exceptionally good during the past month, and that the prospects for the coming season are regarded as highly satisfactory by all concerned in the trade of the port.: [287, 922, 424, 962]
page-number: 7: [976, 3, 988, 21]
batsman-runs: 60: [559, 279, 567, 286]
article-paragraph: Every inter-island and over-sea boat arriving in New Zealand is bringing tourists. This is the tourist season, and we have been accustomed to large numbers of tourists visiting our shores this year.: [856, 257, 993, 291]
article-paragraph: An official Red Book published in Vienna reveals the existence of a pitiable state of unrest and bloodshed in Macedonia, arising out of the activity of various bands.: [572, 120, 709, 147]
body-text-filler: A correspondent writes that the business of the district has been exceptionally good during the past month, and that the prospects for the coming season are regarded as highly satisfactory by all concerned in the trade of the port.: [145, 1939, 282, 1979]
body-text-filler: A correspondent writes that the business of the district has been exceptionally good during the past month, and that the prospects for the coming season are regarded as highly satisfactory by all concerned in the trade of the port.: [287, 795, 424, 836]
body-text-filler: A correspondent writes that the business of the district has been exceptionally good during the past month, and that the prospects for the coming season are regarded as highly satisfactory by all concerned in the trade of the port.: [430, 1465, 567, 1505]
body-text-filler: A correspondent writes that the business of the district has been exceptionally good during the past month, and that the prospects for the coming season are regarded as highly satisfactory by all concerned in the trade of the port.: [3, 2409, 140, 2449]
column-rule: [142, 36, 143, 1475]
article-dateline: (Rec. Dec. 24, 0.30 a.m.): [754, 384, 811, 390]
body-text-filler: A correspondent writes that the business of the district has been exceptionally good during the past month, and that the prospects for the coming season are regarded as highly satisfactory by all concerned in the trade of the port.: [714, 1883, 851, 1924]
article-subhead: TROUBLE IN THE NORTH.: [298, 264, 413, 273]
article-subhead: MR. SNOWDEN'S CLAIM.: [301, 86, 411, 95]
body-text-filler: A correspondent writes that the business of the district has been exceptionally good during the past month, and that the prospects for the coming season are regarded as highly satisfactory by all concerned in the trade of the port.: [714, 1505, 851, 1545]
body-text-filler: A correspondent writes that the business of the district has been exceptionally good during the past month, and that the prospects for the coming season are regarded as highly satisfactory by all concerned in the trade of the port.: [714, 1253, 851, 1293]
body-text-filler: A correspondent writes that the business of the district has been exceptionally good during the past month, and that the prospects for the coming season are regarded as highly satisfactory by all concerned in the trade of the port.: [430, 1633, 567, 1673]
body-text-filler: A correspondent writes that the business of the district has been exceptionally good during the past month, and that the prospects for the coming season are regarded as highly satisfactory by all concerned in the trade of the port.: [145, 972, 282, 1012]
article-subhead: BOXING DAY.: [192, 549, 235, 557]
article-headline: FREE FEEDING OF SCHOOL CHILDREN.: [3, 409, 140, 461]
body-text-filler: A correspondent writes that the business of the district has been exceptionally good during the past month, and that the prospects for the coming season are regarded as highly satisfactory by all concerned in the trade of the port.: [145, 930, 282, 970]
ornament-divider: —: [67, 57, 75, 66]
scorecard-row: [430, 412, 567, 420]
body-text-filler: A correspondent writes that the business of the district has been exceptionally good during the past month, and that the prospects for the coming season are regarded as highly satisfactory by all concerned in the trade of the port.: [145, 1098, 282, 1138]
batsman-runs: 9: [563, 313, 567, 319]
batsman-name: Fane, b. Tarrant: [430, 306, 473, 313]
scorecard-total: [430, 440, 567, 448]
article: [287, 226, 424, 340]
